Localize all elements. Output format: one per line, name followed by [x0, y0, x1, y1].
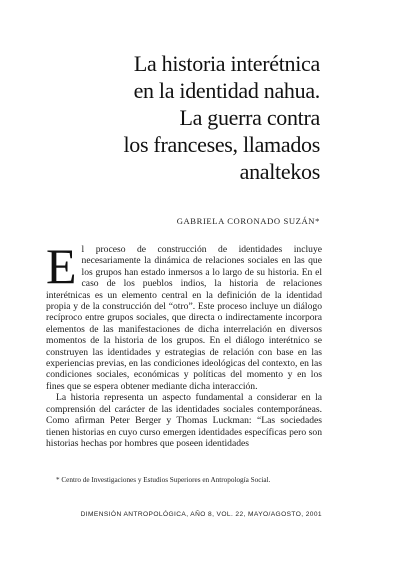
title-line: La guerra contra [179, 105, 320, 130]
paragraph-2: La historia representa un aspecto fundamental a considerar en la comprensión del carácter de las identidades sociales contemporáneas. Como afirman Peter Berger y Thomas Luckman: “Las sociedades tienen historias en cuyo curso emergen identidades específicas pero son historias hechas por hombres que poseen identidades [46, 392, 322, 449]
article-body [46, 238, 322, 449]
paragraph-1-text: l proceso de construcción de identidades incluye necesariamente la dinámica de relaciones sociales en las que los grupos han estado inmersos a lo largo de su historia. En el caso de los pueblos indios, la historia de relaciones interétnicas es un elemento central en la definición de la identidad propia y de la construcción del “otro”. Este proceso incluye un diálogo recíproco entre grupos sociales, que directa o indirectamente incorpora elementos de las manifestaciones de dicha interrelación en diversos momentos de la historia de los grupos. En el diálogo interétnico se construyen las identidades y estrategias de relación con base en las experiencias previas, en las condiciones ideológicas del contexto, en las condiciones sociales, económicas y políticas del momento y en los fines que se espera obtener mediante dicha interacción. [46, 244, 322, 392]
journal-footer: DIMENSIÓN ANTROPOLÓGICA, AÑO 8, VOL. 22, MAYO/AGOSTO, 2001 [80, 511, 322, 518]
footnote: * Centro de Investigaciones y Estudios Superiores en Antropología Social. [56, 476, 271, 484]
title-line: en la identidad nahua. [133, 78, 320, 103]
article-title [20, 50, 320, 185]
title-line: los franceses, llamados [123, 132, 320, 157]
author-name: GABRIELA CORONADO SUZÁN* [176, 216, 320, 226]
title-line: analtekos [239, 159, 320, 184]
title-line: La historia interétnica [133, 51, 320, 76]
paragraph-1 [46, 238, 322, 392]
drop-cap: E [46, 238, 77, 294]
